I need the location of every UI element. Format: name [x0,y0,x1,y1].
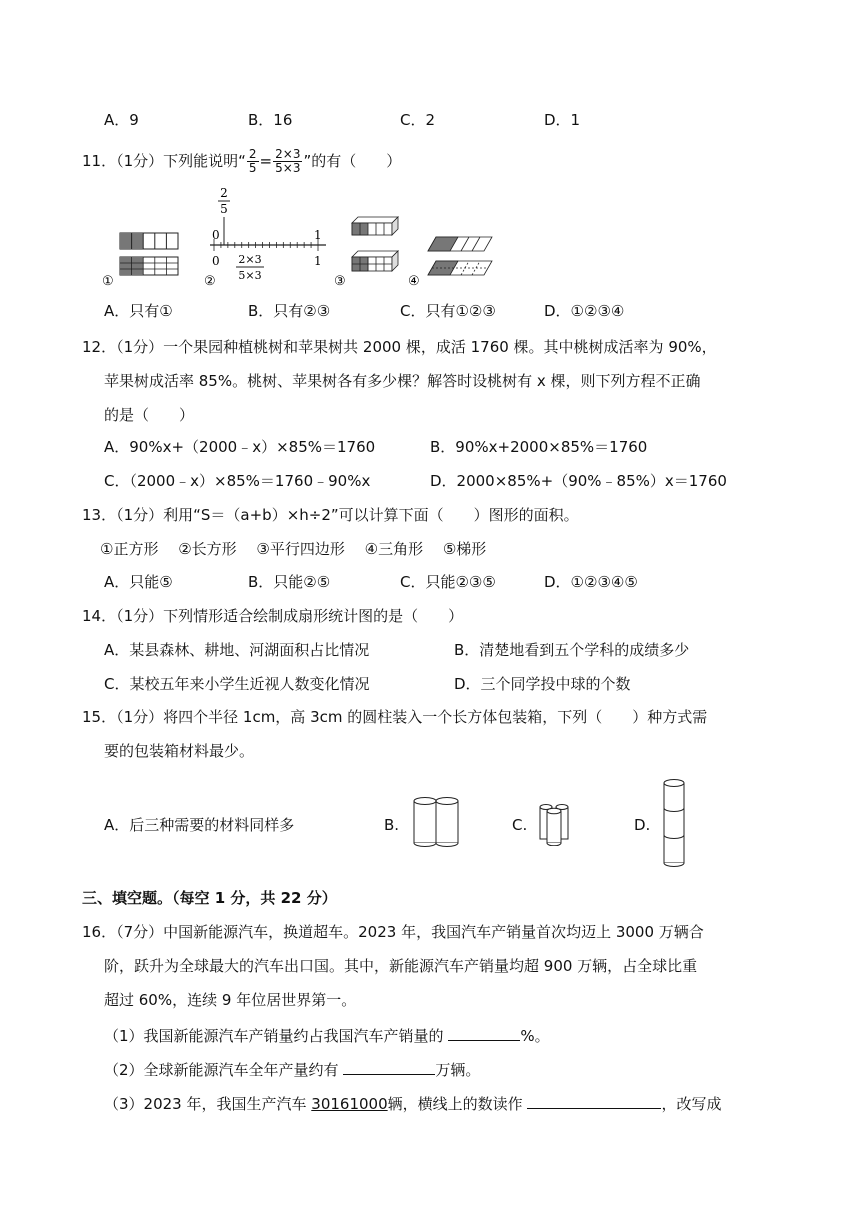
q11-option-a: A．只有① [104,302,173,320]
ruler-one-bottom: 1 [314,254,322,268]
q11-fraction-1 [247,148,259,175]
q16-sub3-mid: 辆，横线上的数读作 [387,1095,523,1113]
q15-option-d-cylinders [660,778,690,868]
ruler-bottom-frac-num: 2×3 [238,253,262,266]
q16-sub2-blank[interactable] [343,1058,435,1075]
figure-marker-4: ④ [408,274,420,289]
q16-sub3-blank[interactable] [527,1092,661,1109]
q15-option-d-label: D. [634,816,651,834]
ruler-top-frac-den: 5 [220,202,228,216]
figure2-number-line [210,186,326,282]
ruler-zero-top: 0 [212,228,220,242]
q16-sub3-pre: （3）2023 年，我国生产汽车 [104,1095,307,1113]
q12-stem-line2: 苹果树成活率 85%。桃树、苹果树各有多少棵？解答时设桃树有 x 棵，则下列方程不正确 [104,372,701,390]
q16-stem-line3: 超过 60%，连续 9 年位居世界第一。 [104,991,357,1009]
q10-option-c: C．2 [400,111,436,129]
q16-sub2-text: （2）全球新能源汽车全年产量约有 [104,1061,339,1079]
ruler-zero-bottom: 0 [212,254,220,268]
q11-option-c: C．只有①②③ [400,302,496,320]
q15-option-a: A．后三种需要的材料同样多 [104,816,295,834]
q11-suffix: ”的有（ ） [303,152,402,170]
q16-sub1 [104,1024,550,1046]
q11-stem [82,148,401,175]
q13-option-c: C．只能②③⑤ [400,573,496,591]
q14-option-c: C．某校五年来小学生近视人数变化情况 [104,675,370,693]
q13-shapes: ①正方形 ②长方形 ③平行四边形 ④三角形 ⑤梯形 [100,540,487,558]
q16-stem-line1: 16．（7分）中国新能源汽车，换道超车。2023 年，我国汽车产销量首次均迈上 3000 万辆合 [82,923,704,941]
figure-marker-3: ③ [334,274,346,289]
q16-sub3 [104,1092,721,1114]
q16-sub2 [104,1058,480,1080]
q11-option-b: B．只有②③ [248,302,331,320]
q11-equals: = [259,152,273,170]
q11-fraction-2 [273,148,302,175]
figure1-fraction-bars [120,233,178,275]
q10-option-d: D．1 [544,111,581,129]
q10-option-b: B．16 [248,111,293,129]
q12-stem-line3: 的是（ ） [104,406,195,424]
q14-option-d: D．三个同学投中球的个数 [454,675,631,693]
q16-sub1-text: （1）我国新能源汽车产销量约占我国汽车产销量的 [104,1027,444,1045]
q14-option-a: A．某县森林、耕地、河湖面积占比情况 [104,641,370,659]
q15-option-c-label: C. [512,816,528,834]
q11-option-d: D．①②③④ [544,302,625,320]
q15-option-b-label: B. [384,816,400,834]
q16-sub1-blank[interactable] [448,1024,520,1041]
q11-frac1-denominator: 5 [248,161,257,175]
q16-sub3-after: ，改写成 [661,1095,722,1113]
q12-option-b: B．90%x+2000×85%＝1760 [430,438,648,456]
q16-sub1-after: %。 [520,1027,550,1045]
q14-option-b: B．清楚地看到五个学科的成绩多少 [454,641,690,659]
q10-option-a: A．9 [104,111,139,129]
q16-sub3-underlined-number: 30161000 [311,1095,388,1113]
q13-option-a: A．只能⑤ [104,573,173,591]
q15-option-c-cylinders [536,802,572,846]
q16-sub2-after: 万辆。 [435,1061,481,1079]
figure4-parallelograms [428,237,492,275]
figure-marker-1: ① [102,274,114,289]
q11-figure [100,185,500,290]
q13-option-d: D．①②③④⑤ [544,573,638,591]
q13-stem: 13．（1分）利用“S＝（a+b）×h÷2”可以计算下面（ ）图形的面积。 [82,506,579,524]
section-3-heading: 三、填空题。（每空 1 分，共 22 分） [82,889,337,907]
q12-option-a: A．90%x+（2000﹣x）×85%＝1760 [104,438,376,456]
q11-prefix: 11．（1分）下列能说明“ [82,152,246,170]
q11-frac2-denominator: 5×3 [275,161,301,175]
q12-option-c: C．（2000﹣x）×85%＝1760﹣90%x [104,472,371,490]
ruler-top-frac-num: 2 [220,186,228,200]
q15-stem-line1: 15．（1分）将四个半径 1cm，高 3cm 的圆柱装入一个长方体包装箱，下列（ ）种方式需 [82,708,708,726]
q11-frac1-numerator: 2 [248,147,257,161]
q13-option-b: B．只能②⑤ [248,573,331,591]
q15-stem-line2: 要的包装箱材料最少。 [104,742,255,760]
q12-stem-line1: 12．（1分）一个果园种植桃树和苹果树共 2000 棵，成活 1760 棵。其中桃树成活率为 90%， [82,338,717,356]
q16-stem-line2: 阶，跃升为全球最大的汽车出口国。其中，新能源汽车产销量均超 900 万辆，占全球比重 [104,957,698,975]
ruler-one-top: 1 [314,228,322,242]
ruler-bottom-frac-den: 5×3 [238,269,262,282]
q15-option-b-cylinders [410,796,464,848]
q11-frac2-numerator: 2×3 [275,147,301,161]
q12-option-d: D．2000×85%+（90%﹣85%）x＝1760 [430,472,727,490]
figure3-cuboid-blocks [352,217,398,271]
q14-stem: 14．（1分）下列情形适合绘制成扇形统计图的是（ ） [82,607,464,625]
figure-marker-2: ② [204,274,216,289]
